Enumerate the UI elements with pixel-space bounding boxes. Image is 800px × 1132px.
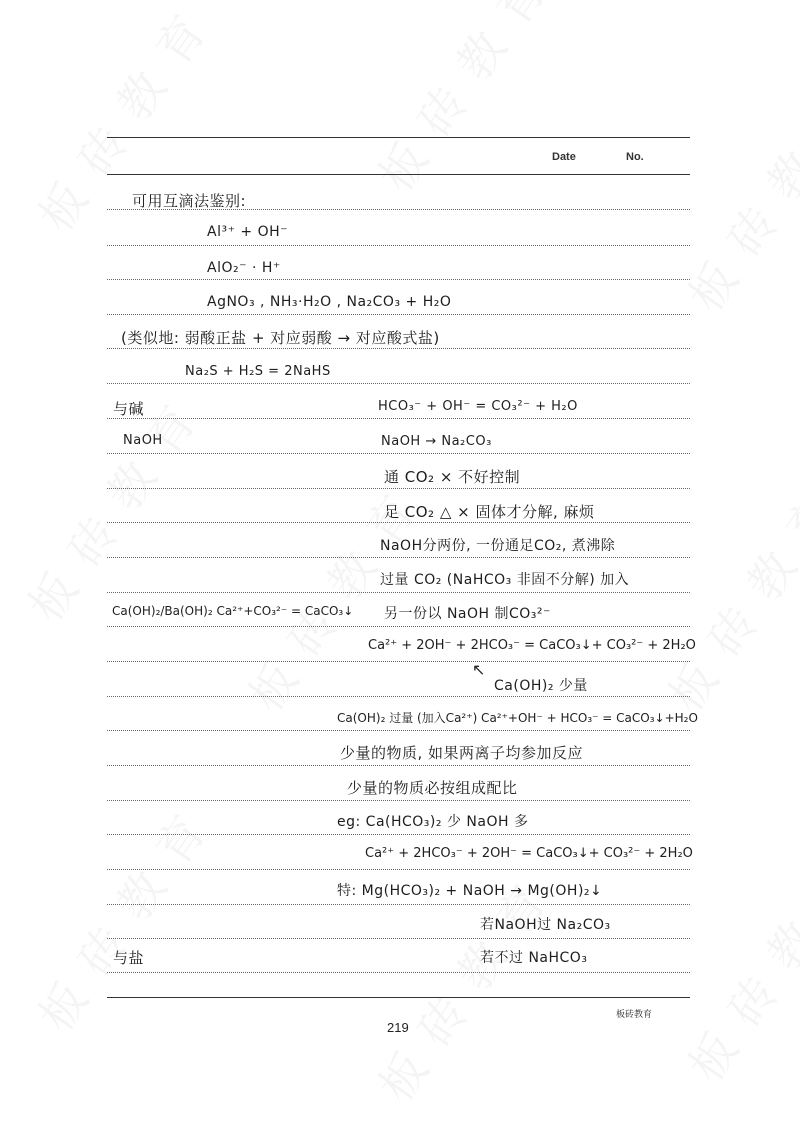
note-line: Ca²⁺ + 2HCO₃⁻ + 2OH⁻ = CaCO₃↓+ CO₃²⁻ + 2H₂O (365, 846, 693, 861)
header-rule-top (107, 137, 690, 138)
ruled-line (107, 800, 690, 801)
note-line: 另一份以 NaOH 制CO₃²⁻ (384, 606, 551, 622)
note-line: (类似地: 弱酸正盐 + 对应弱酸 → 对应酸式盐) (121, 329, 440, 347)
ruled-line (107, 592, 690, 593)
note-line: AgNO₃ , NH₃·H₂O , Na₂CO₃ + H₂O (207, 294, 452, 310)
note-line: NaOH → Na₂CO₃ (381, 434, 492, 449)
ruled-line (107, 522, 690, 523)
ruled-line (107, 696, 690, 697)
footer-rule (107, 997, 690, 998)
ruled-line (107, 904, 690, 905)
ruled-line (107, 279, 690, 280)
note-line: 若NaOH过 Na₂CO₃ (480, 917, 611, 933)
watermark-2 (361, 0, 571, 203)
note-line: 少量的物质, 如果两离子均参加反应 (340, 744, 584, 762)
ruled-line (107, 972, 690, 973)
ruled-line (107, 348, 690, 349)
ruled-line (107, 557, 690, 558)
watermark-9 (671, 833, 800, 1094)
note-line: Ca(OH)₂/Ba(OH)₂ Ca²⁺+CO₃²⁻ = CaCO₃↓ (112, 604, 354, 618)
ruled-line (107, 488, 690, 489)
note-line: 足 CO₂ △ × 固体才分解, 麻烦 (384, 503, 595, 521)
note-line: NaOH分两份, 一份通足CO₂, 煮沸除 (380, 538, 616, 554)
note-line: Al³⁺ + OH⁻ (207, 224, 289, 240)
page-number: 219 (387, 1020, 409, 1035)
ruled-line (107, 730, 690, 731)
ruled-line (107, 626, 690, 627)
note-line: 与碱 (113, 400, 145, 418)
no-label: No. (626, 151, 644, 163)
ruled-line (107, 765, 690, 766)
note-line: 少量的物质必按组成配比 (347, 779, 518, 797)
ruled-line (107, 869, 690, 870)
date-label: Date (552, 151, 576, 163)
note-line: 与盐 (113, 949, 145, 967)
watermark-7 (21, 783, 231, 1044)
ruled-line (107, 418, 690, 419)
note-line: 特: Mg(HCO₃)₂ + NaOH → Mg(OH)₂↓ (337, 883, 603, 899)
note-line: 通 CO₂ × 不好控制 (384, 468, 521, 486)
note-line: AlO₂⁻ · H⁺ (207, 260, 281, 276)
header-rule-bottom (107, 174, 690, 175)
note-line: 可用互滴法鉴别: (132, 192, 247, 210)
ruled-line (107, 314, 690, 315)
ruled-line (107, 245, 690, 246)
note-line: 过量 CO₂ (NaHCO₃ 非固不分解) 加入 (380, 572, 630, 588)
arrow-icon: ↖ (472, 660, 486, 679)
note-line: HCO₃⁻ + OH⁻ = CO₃²⁻ + H₂O (378, 399, 578, 414)
note-line: Ca(OH)₂ 过量 (加入Ca²⁺) Ca²⁺+OH⁻ + HCO₃⁻ = CaCO₃↓+H₂O (337, 711, 698, 725)
note-line: Na₂S + H₂S = 2NaHS (185, 364, 331, 379)
footer-brand: 板砖教育 (616, 1010, 653, 1020)
note-line: 若不过 NaHCO₃ (480, 950, 588, 966)
ruled-line (107, 938, 690, 939)
ruled-line (107, 661, 690, 662)
note-line: Ca(OH)₂ 少量 (494, 678, 588, 694)
watermark-6 (651, 463, 800, 724)
watermark-3 (671, 63, 800, 324)
ruled-line (107, 383, 690, 384)
note-line: NaOH (123, 433, 163, 448)
ruled-line (107, 834, 690, 835)
note-line: Ca²⁺ + 2OH⁻ + 2HCO₃⁻ = CaCO₃↓+ CO₃²⁻ + 2H₂O (368, 638, 696, 653)
note-line: eg: Ca(HCO₃)₂ 少 NaOH 多 (337, 814, 529, 830)
ruled-line (107, 453, 690, 454)
